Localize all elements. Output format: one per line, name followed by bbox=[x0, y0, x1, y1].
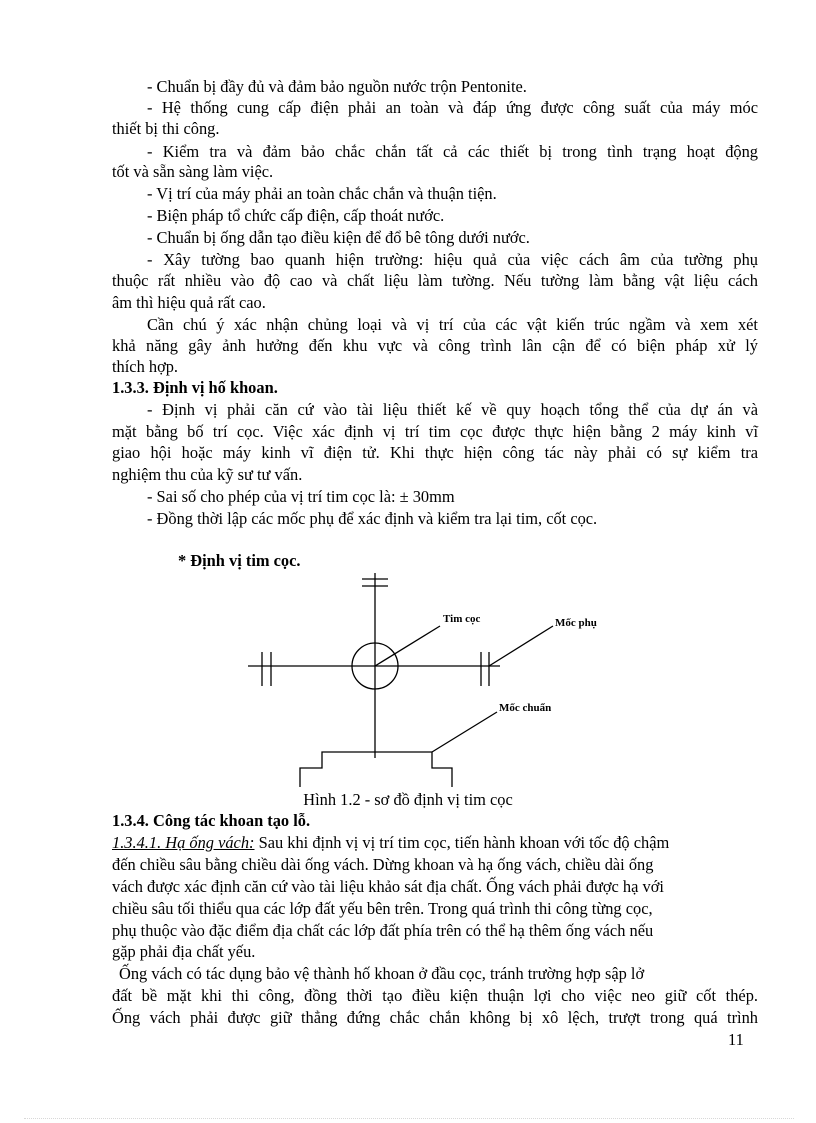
page-edge-divider bbox=[24, 1118, 794, 1119]
section-heading: 1.3.3. Định vị hố khoan. bbox=[112, 378, 278, 397]
text-line: Cần chú ý xác nhận chủng loại và vị trí của các vật kiến trúc ngầm và xem xét bbox=[147, 315, 758, 334]
figure-title: * Định vị tim cọc. bbox=[178, 551, 301, 570]
text-line: thiết bị thi công. bbox=[112, 119, 220, 138]
text-line: thích hợp. bbox=[112, 357, 179, 376]
text-line: - Hệ thống cung cấp điện phải an toàn và đáp ứng được công suất của máy móc bbox=[147, 98, 758, 117]
text-line: nghiệm thu của kỹ sư tư vấn. bbox=[112, 465, 303, 484]
text-line: thuộc rất nhiều vào độ cao và chất liệu làm tường. Nếu tường làm bằng vật liệu cách bbox=[112, 271, 758, 290]
text-line: - Định vị phải căn cứ vào tài liệu thiết kế về quy hoạch tổng thể của dự án và bbox=[147, 400, 758, 419]
text-line bbox=[112, 833, 758, 853]
text-line: chiều sâu tối thiểu qua các lớp đất yếu bên trên. Trong quá trình thi công từng cọc, bbox=[112, 899, 653, 918]
leader-tim-coc bbox=[375, 626, 440, 666]
text-line: đất bề mặt khi thi công, đồng thời tạo điều kiện thuận lợi cho việc neo giữ cốt thép. bbox=[112, 986, 758, 1005]
section-heading: 1.3.4. Công tác khoan tạo lỗ. bbox=[112, 811, 311, 830]
text-line: khả năng gây ảnh hưởng đến khu vực và công trình lân cận để có biện pháp xử lý bbox=[112, 336, 758, 355]
text-line: - Biện pháp tổ chức cấp điện, cấp thoát nước. bbox=[147, 206, 445, 225]
text-line: - Sai số cho phép của vị trí tim cọc là: ± 30mm bbox=[147, 487, 455, 506]
leader-moc-phu bbox=[489, 626, 553, 666]
text-line: mặt bằng bố trí cọc. Việc xác định vị trí tim cọc được thực hiện bằng 2 máy kinh vĩ bbox=[112, 422, 758, 441]
benchmark-base bbox=[300, 752, 452, 787]
text-line: Ống vách có tác dụng bảo vệ thành hố khoan ở đầu cọc, tránh trường hợp sập lở bbox=[119, 964, 645, 983]
text-line: tốt và sẵn sàng làm việc. bbox=[112, 162, 274, 181]
text-line: Ống vách phải được giữ thẳng đứng chắc chắn không bị xô lệch, trượt trong quá trình bbox=[112, 1008, 758, 1027]
text-line: giao hội hoặc máy kinh vĩ điện tử. Khi thực hiện công tác này phải có sự kiểm tra bbox=[112, 443, 758, 462]
label-moc-phu: Mốc phụ bbox=[555, 617, 597, 629]
text-line: - Xây tường bao quanh hiện trường: hiệu quả của việc cách âm của tường phụ bbox=[147, 250, 758, 269]
leader-moc-chuan bbox=[432, 712, 497, 752]
text-line: - Kiểm tra và đảm bảo chắc chắn tất cả các thiết bị trong tình trạng hoạt động bbox=[147, 142, 758, 161]
label-tim-coc: Tim cọc bbox=[443, 613, 481, 625]
page-number: 11 bbox=[728, 1030, 744, 1049]
figure-caption: Hình 1.2 - sơ đồ định vị tim cọc bbox=[303, 790, 513, 809]
text-line: - Đồng thời lập các mốc phụ để xác định và kiểm tra lại tim, cốt cọc. bbox=[147, 509, 598, 528]
text-line: đến chiều sâu bằng chiều dài ống vách. Dừng khoan và hạ ống vách, chiều dài ống bbox=[112, 855, 654, 874]
text-line: vách được xác định căn cứ vào tài liệu khảo sát địa chất. Ống vách phải được hạ với bbox=[112, 877, 664, 896]
text-line: - Chuẩn bị ống dẫn tạo điều kiện để đổ bê tông dưới nước. bbox=[147, 228, 530, 247]
text-line: âm thì hiệu quả rất cao. bbox=[112, 293, 266, 312]
subsection-label: 1.3.4.1. Hạ ống vách: bbox=[112, 833, 255, 852]
text-line: phụ thuộc vào đặc điểm địa chất các lớp đất phía trên có thể hạ thêm ống vách nếu bbox=[112, 921, 654, 940]
text-line: - Chuẩn bị đầy đủ và đảm bảo nguồn nước trộn Pentonite. bbox=[147, 77, 527, 96]
text-line: gặp phải địa chất yếu. bbox=[112, 942, 256, 961]
text-span: Sau khi định vị vị trí tim cọc, tiến hành khoan với tốc độ chậm bbox=[258, 833, 670, 852]
label-moc-chuan: Mốc chuẩn bbox=[499, 702, 552, 714]
text-line: - Vị trí của máy phải an toàn chắc chắn và thuận tiện. bbox=[147, 184, 497, 203]
